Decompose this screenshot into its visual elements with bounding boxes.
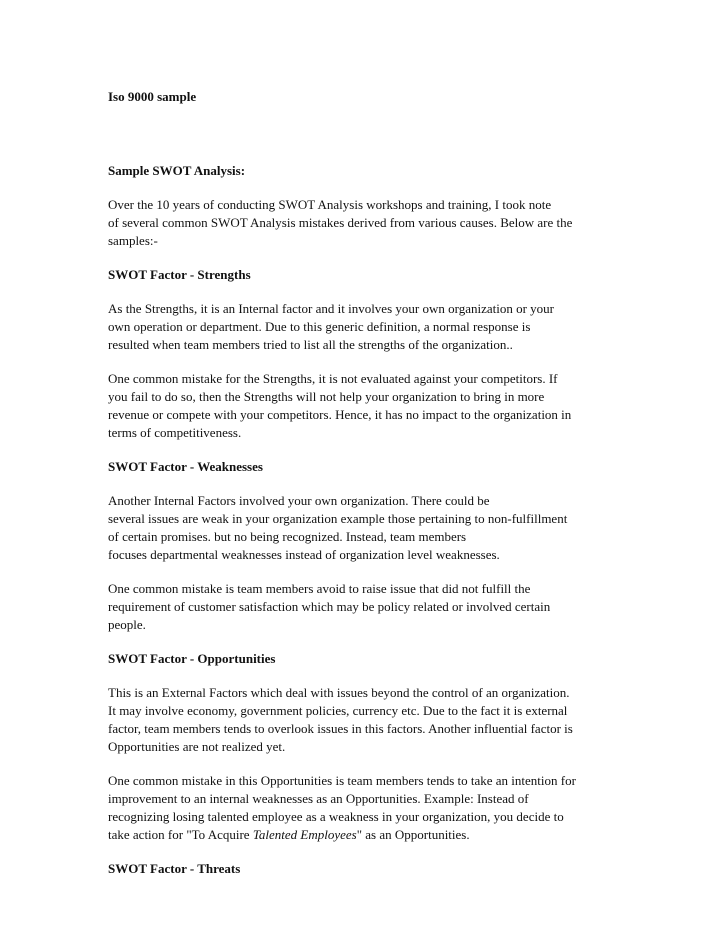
text-line: several issues are weak in your organization example those pertaining to non-fulfillment — [108, 511, 568, 526]
text-line-mixed — [108, 826, 628, 844]
document-title: Iso 9000 sample — [108, 89, 197, 104]
text-line: One common mistake for the Strengths, it is not evaluated against your competitors. If — [108, 371, 558, 386]
text-line: Another Internal Factors involved your own organization. There could be — [108, 493, 490, 508]
italic-emphasis: Talented Employees — [252, 827, 357, 842]
text-line: One common mistake is team members avoid to raise issue that did not fulfill the — [108, 581, 531, 596]
opportunities-paragraph-1 — [108, 684, 628, 756]
opportunities-heading: SWOT Factor - Opportunities — [108, 651, 276, 666]
text-line: of certain promises. but no being recognized. Instead, team members — [108, 529, 467, 544]
text-line: resulted when team members tried to list all the strengths of the organization.. — [108, 337, 513, 352]
text-line: focuses departmental weaknesses instead of organization level weaknesses. — [108, 547, 500, 562]
opportunities-paragraph-2 — [108, 772, 628, 844]
text-line: terms of competitiveness. — [108, 425, 242, 440]
text-line: revenue or compete with your competitors. Hence, it has no impact to the organization in — [108, 407, 572, 422]
weaknesses-paragraph-1 — [108, 492, 628, 564]
text-line: you fail to do so, then the Strengths will not help your organization to bring in more — [108, 389, 545, 404]
weaknesses-paragraph-2 — [108, 580, 628, 634]
text-line: requirement of customer satisfaction which may be policy related or involved certain — [108, 599, 551, 614]
text-fragment: " as an Opportunities. — [356, 827, 470, 842]
text-line: factor, team members tends to overlook issues in this factors. Another influential factor is — [108, 721, 573, 736]
text-line: Over the 10 years of conducting SWOT Analysis workshops and training, I took note — [108, 197, 552, 212]
text-line: One common mistake in this Opportunities is team members tends to take an intention for — [108, 773, 576, 788]
text-line: Opportunities are not realized yet. — [108, 739, 286, 754]
intro-paragraph — [108, 196, 628, 250]
weaknesses-heading: SWOT Factor - Weaknesses — [108, 459, 263, 474]
text-line: samples:- — [108, 233, 158, 248]
intro-heading: Sample SWOT Analysis: — [108, 163, 246, 178]
text-line: recognizing losing talented employee as a weakness in your organization, you decide to — [108, 809, 564, 824]
text-fragment: take action for "To Acquire — [108, 827, 253, 842]
strengths-paragraph-2 — [108, 370, 628, 442]
text-line: of several common SWOT Analysis mistakes derived from various causes. Below are the — [108, 215, 573, 230]
text-line: As the Strengths, it is an Internal factor and it involves your own organization or your — [108, 301, 554, 316]
text-line: own operation or department. Due to this generic definition, a normal response is — [108, 319, 531, 334]
text-line: improvement to an internal weaknesses as an Opportunities. Example: Instead of — [108, 791, 529, 806]
threats-heading: SWOT Factor - Threats — [108, 861, 241, 876]
document-page — [108, 88, 628, 894]
text-line: This is an External Factors which deal with issues beyond the control of an organization. — [108, 685, 570, 700]
text-line: people. — [108, 617, 146, 632]
text-line: It may involve economy, government policies, currency etc. Due to the fact it is external — [108, 703, 568, 718]
strengths-heading: SWOT Factor - Strengths — [108, 267, 251, 282]
strengths-paragraph-1 — [108, 300, 628, 354]
